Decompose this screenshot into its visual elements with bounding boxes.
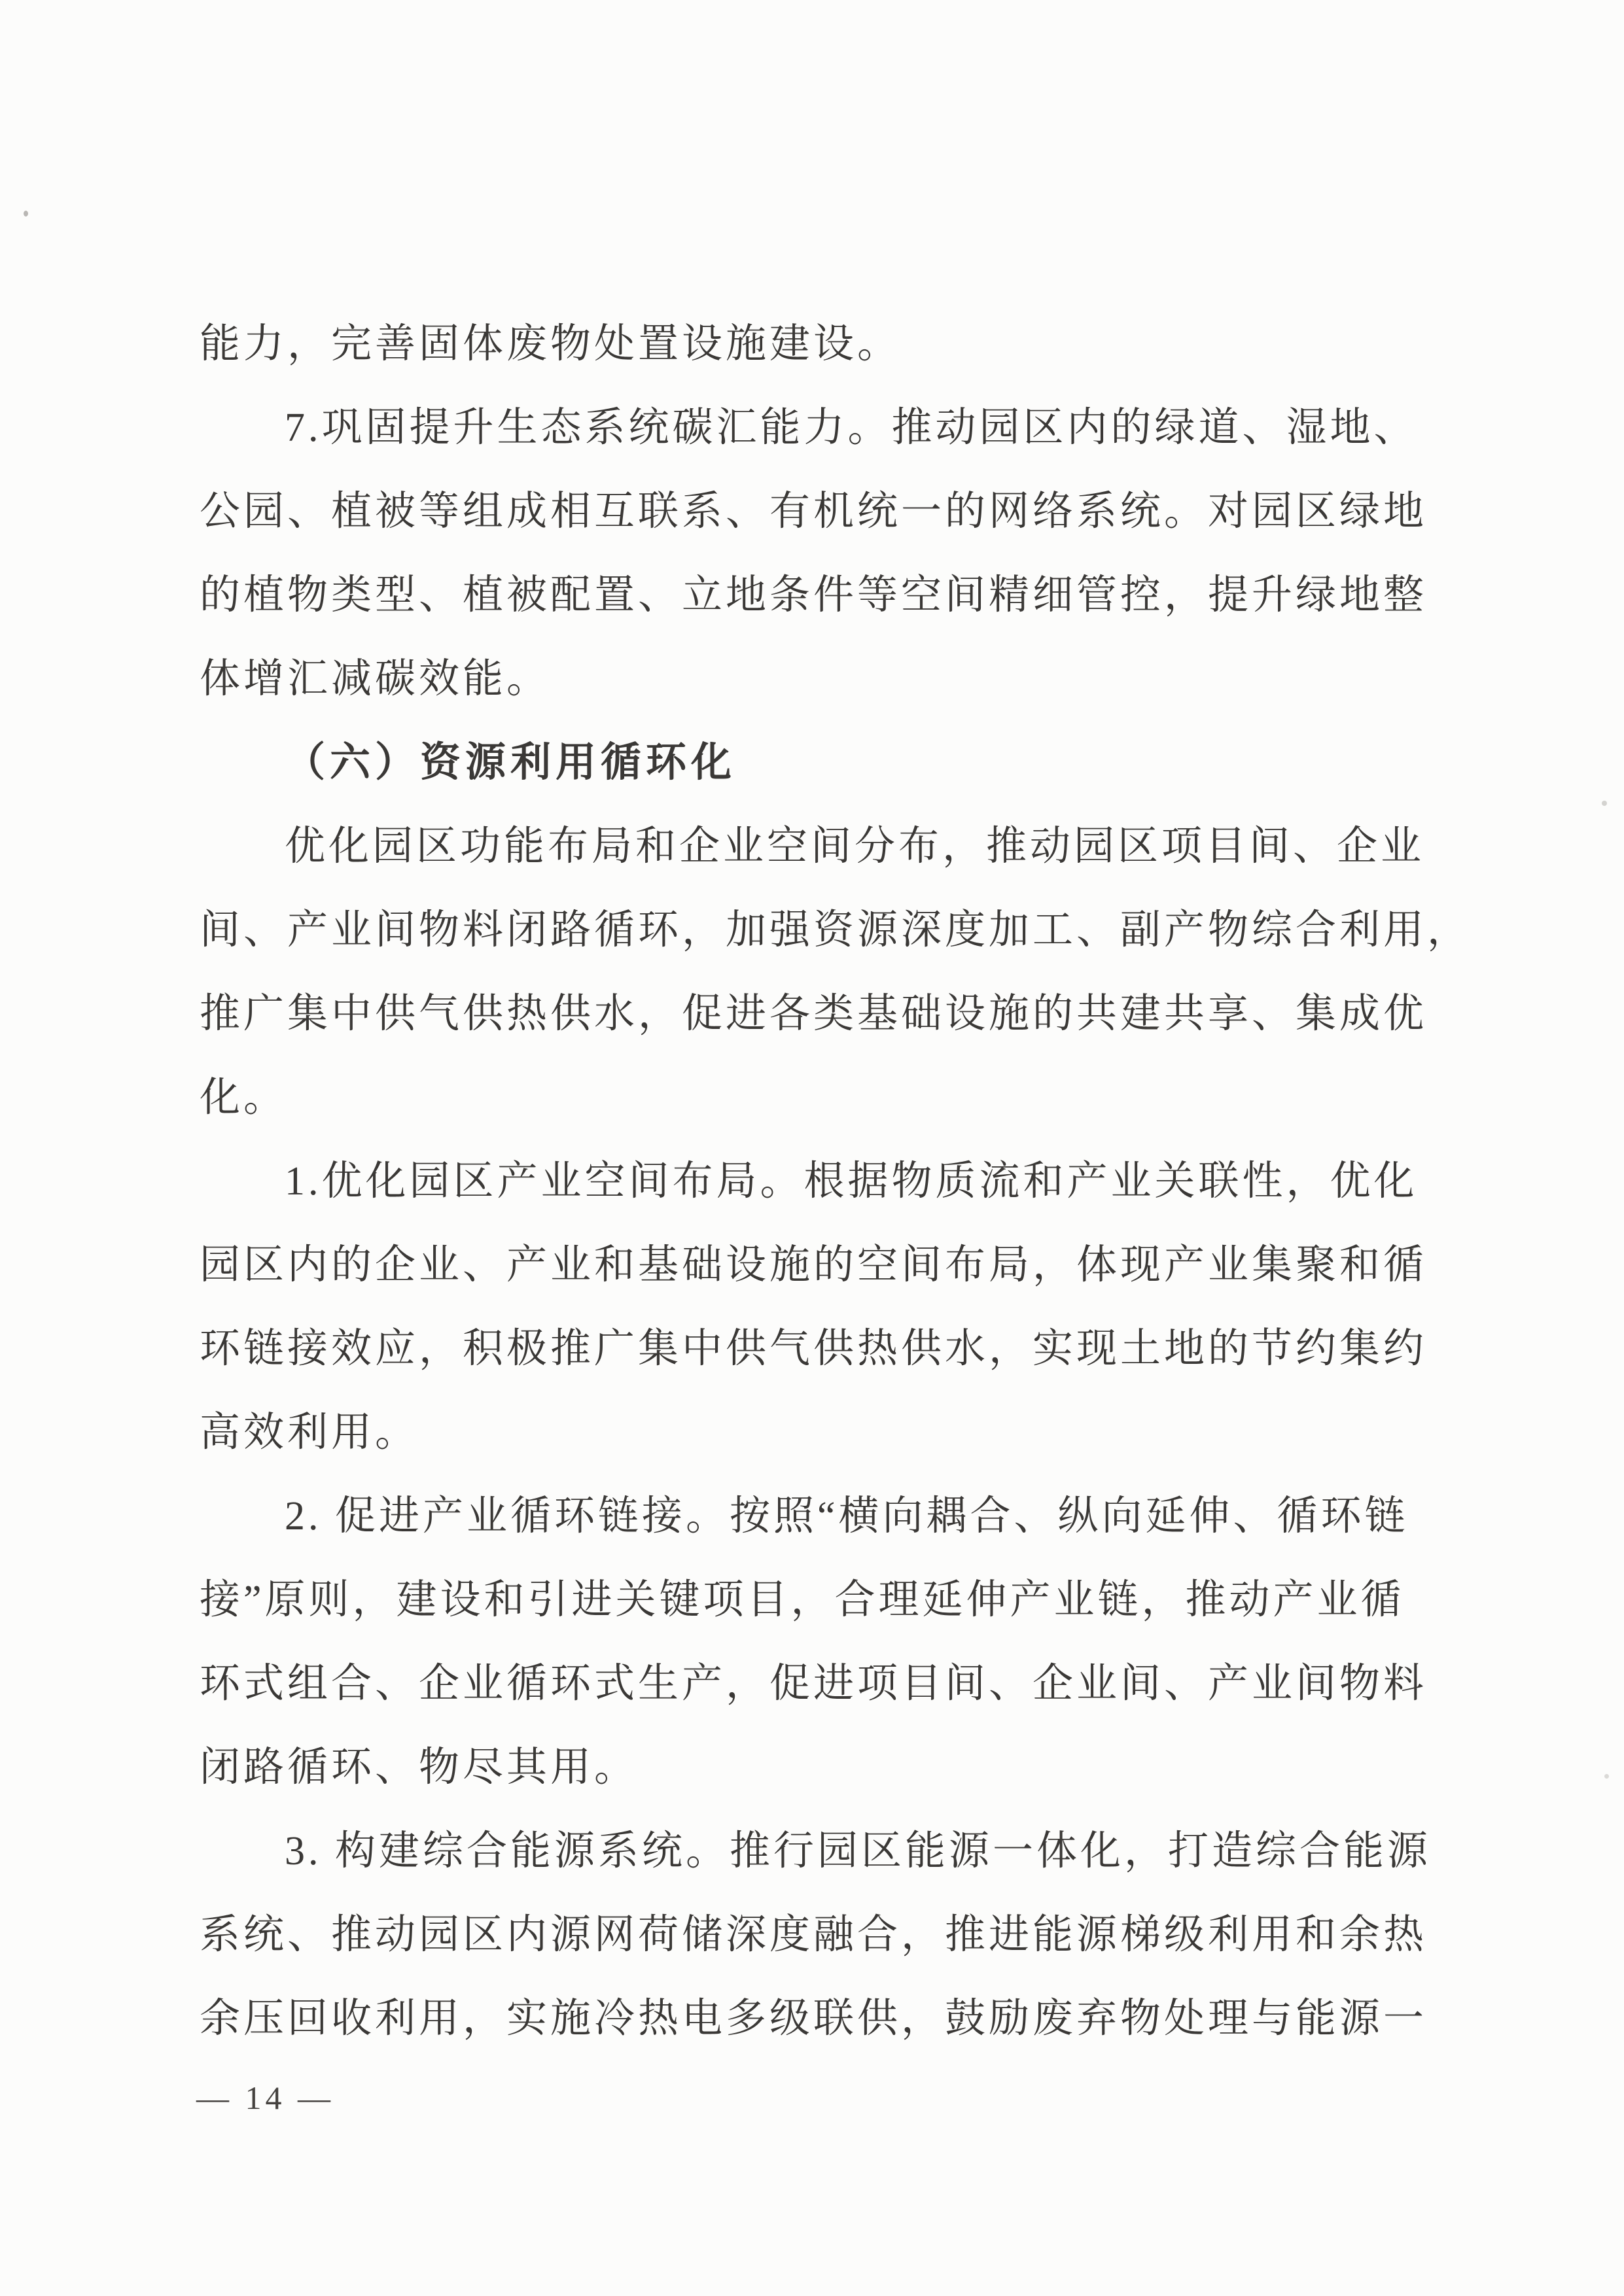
- text-line: 体增汇减碳效能。: [200, 657, 551, 701]
- text-line: 高效利用。: [200, 1410, 419, 1455]
- scan-speck: [24, 211, 28, 217]
- text-line: 推广集中供气供热供水，促进各类基础设施的共建共享、集成优: [200, 992, 1428, 1036]
- text-line: 的植物类型、植被配置、立地条件等空间精细管控，提升绿地整: [200, 573, 1428, 617]
- text-line: 闭路循环、物尽其用。: [200, 1745, 639, 1790]
- text-line: 2. 促进产业循环链接。按照“横向耦合、纵向延伸、循环链: [285, 1494, 1409, 1539]
- text-block: [200, 302, 1472, 2061]
- text-line: 环链接效应，积极推广集中供气供热供水，实现土地的节约集约: [200, 1327, 1428, 1371]
- text-line: 7.巩固提升生态系统碳汇能力。推动园区内的绿道、湿地、: [285, 406, 1418, 450]
- text-line: 余压回收利用，实施冷热电多级联供，鼓励废弃物处理与能源一: [200, 1996, 1428, 2041]
- section-heading: （六）资源利用循环化: [285, 740, 737, 785]
- text-line: 间、产业间物料闭路循环，加强资源深度加工、副产物综合利用，: [200, 908, 1472, 952]
- text-line: 环式组合、企业循环式生产，促进项目间、企业间、产业间物料: [200, 1661, 1428, 1706]
- text-line: 系统、推动园区内源网荷储深度融合，推进能源梯级利用和余热: [200, 1913, 1428, 1957]
- page-number: — 14 —: [196, 2079, 334, 2116]
- scan-speck: [1604, 1774, 1609, 1779]
- text-line: 公园、植被等组成相互联系、有机统一的网络系统。对园区绿地: [200, 489, 1428, 534]
- text-line: 接”原则，建设和引进关键项目，合理延伸产业链，推动产业循: [200, 1578, 1405, 1622]
- text-line: 能力，完善固体废物处置设施建设。: [200, 322, 902, 366]
- text-line: 1.优化园区产业空间布局。根据物质流和产业关联性，优化: [285, 1159, 1418, 1204]
- text-line: 3. 构建综合能源系统。推行园区能源一体化，打造综合能源: [285, 1829, 1432, 1873]
- text-line: 优化园区功能布局和企业空间分布，推动园区项目间、企业: [285, 824, 1425, 869]
- scan-speck: [1602, 801, 1607, 806]
- text-line: 园区内的企业、产业和基础设施的空间布局，体现产业集聚和循: [200, 1243, 1428, 1287]
- text-line: 化。: [200, 1075, 288, 1120]
